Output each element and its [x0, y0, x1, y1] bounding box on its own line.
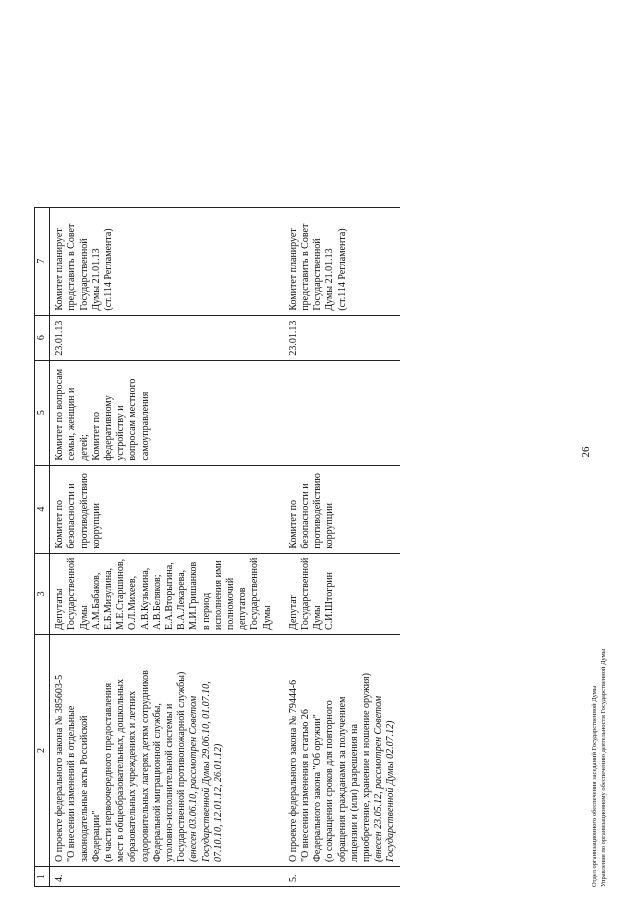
footer	[590, 649, 608, 887]
text-line: М.И.Гришанков	[188, 561, 200, 630]
text-line: Государственной	[249, 557, 261, 630]
text-line: (внесен 03.06.10, рассмотрен Советом	[188, 695, 200, 862]
text-line: Государственной Думы 29.06.10, 01.07.10,	[200, 681, 212, 862]
footer-line-1: Отдел организационного обеспечения заседаний Государственной Думы	[591, 685, 598, 887]
text-line: детей;	[78, 434, 90, 461]
text-line: Государственной Думы 02.07.12)	[385, 720, 397, 862]
text-line: Государственной противопожарной службы)	[176, 671, 188, 862]
text-line: федеративному	[103, 395, 115, 461]
page-number: 26	[580, 446, 592, 458]
bill-authors	[50, 553, 284, 634]
text-line: мест в общеобразовательных, дошкольных	[115, 678, 127, 862]
col-header-1: 1	[35, 867, 50, 887]
text-line: уголовно-исполнительной системы и	[164, 703, 176, 862]
responsible-committee	[284, 465, 400, 553]
text-line: 07.10.10, 12.01.12, 26.01.12)	[212, 743, 224, 862]
bill-description	[284, 635, 400, 867]
text-line: Федерации"	[90, 810, 102, 862]
text-line: Государственной	[66, 557, 78, 630]
bill-authors	[284, 553, 400, 634]
text-line: противодействию	[312, 473, 324, 549]
text-line: Комитет по	[90, 411, 102, 461]
text-line: коррупции	[324, 503, 336, 549]
col-header-5: 5	[35, 360, 50, 465]
text-line: С.И.Штогрин	[324, 571, 336, 630]
text-line: представить в Совет	[300, 223, 312, 311]
text-line: Государственной	[300, 557, 312, 630]
col-header-6: 6	[35, 315, 50, 360]
text-line: О проекте федерального закона № 79444-6	[287, 679, 299, 862]
text-line: Комитет планирует	[287, 228, 299, 311]
text-line: безопасности и	[300, 483, 312, 549]
row-number: 5.	[284, 867, 400, 887]
text-line: М.Е.Старшинов,	[115, 558, 127, 630]
text-line: Думы	[78, 605, 90, 630]
text-line: Депутаты	[54, 588, 66, 630]
table-row	[50, 207, 284, 886]
text-line: А.В.Кузьмина,	[139, 567, 151, 630]
text-line: полномочий	[225, 577, 237, 630]
text-line: Комитет по	[54, 499, 66, 549]
text-line: (ст.114 Регламента)	[103, 228, 115, 311]
text-line: (о сокращении сроков для повторного	[324, 700, 336, 862]
text-line: самоуправления	[139, 391, 151, 461]
text-line: А.М.Бабаков,	[90, 572, 102, 630]
note	[50, 207, 284, 315]
text-line: вопросам местного	[127, 378, 139, 461]
responsible-committee	[50, 465, 284, 553]
text-line: Думы 21.01.13	[90, 248, 102, 311]
text-line: "О внесении изменений в отдельные	[66, 705, 78, 862]
date: 23.01.13	[284, 315, 400, 360]
text-line: (внесен 23.05.12, рассмотрен Советом	[373, 695, 385, 862]
col-header-4: 4	[35, 465, 50, 553]
text-line: Депутат	[287, 595, 299, 630]
text-line: Думы 21.01.13	[324, 248, 336, 311]
table-row	[284, 207, 400, 886]
text-line: Федерального закона "Об оружии"	[312, 714, 324, 862]
col-header-2: 2	[35, 635, 50, 867]
text-line: устройству и	[115, 405, 127, 461]
text-line: О.Л.Михеев,	[127, 575, 139, 630]
text-line: в период	[200, 592, 212, 630]
text-line: безопасности и	[66, 483, 78, 549]
text-line: Думы	[312, 605, 324, 630]
text-line: образовательных учреждениях и летних	[127, 690, 139, 862]
row-number: 4.	[50, 867, 284, 887]
text-line: Государственной	[78, 238, 90, 311]
text-line: противодействию	[78, 473, 90, 549]
text-line: коррупции	[90, 503, 102, 549]
text-line: (в части первоочередного предоставления	[103, 682, 115, 862]
co-executor-committees	[50, 360, 284, 465]
text-line: оздоровительных лагерях детям сотрудников	[139, 670, 151, 862]
text-line: Комитет по вопросам	[54, 368, 66, 461]
text-line: Думы	[261, 605, 273, 630]
text-line: (ст.114 Регламента)	[336, 228, 348, 311]
text-line: депутатов	[237, 587, 249, 630]
text-line: А.В.Беляков;	[151, 574, 163, 630]
text-line: представить в Совет	[66, 223, 78, 311]
text-line: Федеральной миграционной службы,	[151, 703, 163, 862]
text-line: О проекте федерального закона № 385603-5	[54, 674, 66, 862]
co-executor-committees	[284, 360, 400, 465]
footer-line-2: Управления по организационному обеспечению деятельности Государственной Думы	[600, 648, 607, 887]
bills-table	[34, 207, 400, 887]
text-line: В.А.Лекарева,	[176, 569, 188, 630]
text-line: Е.А.Вторыгина,	[164, 562, 176, 630]
col-header-3: 3	[35, 553, 50, 634]
text-line: Комитет планирует	[54, 228, 66, 311]
header-row	[35, 207, 50, 886]
text-line: обращения гражданами за получением	[336, 696, 348, 862]
text-line: исполнения ими	[212, 560, 224, 630]
text-line: Государственной	[312, 238, 324, 311]
date: 23.01.13	[50, 315, 284, 360]
text-line: приобретение, хранение и ношение оружия)	[361, 673, 373, 862]
bill-description	[50, 635, 284, 867]
col-header-7: 7	[35, 207, 50, 315]
text-line: семьи, женщин и	[66, 387, 78, 461]
note	[284, 207, 400, 315]
text-line: "О внесении изменения в статью 26	[300, 709, 312, 862]
text-line: лицензии и (или) разрешения на	[348, 724, 360, 862]
text-line: Е.Б.Мизулина,	[103, 567, 115, 630]
text-line: законодательные акты Российской	[78, 715, 90, 862]
text-line: Комитет по	[287, 499, 299, 549]
